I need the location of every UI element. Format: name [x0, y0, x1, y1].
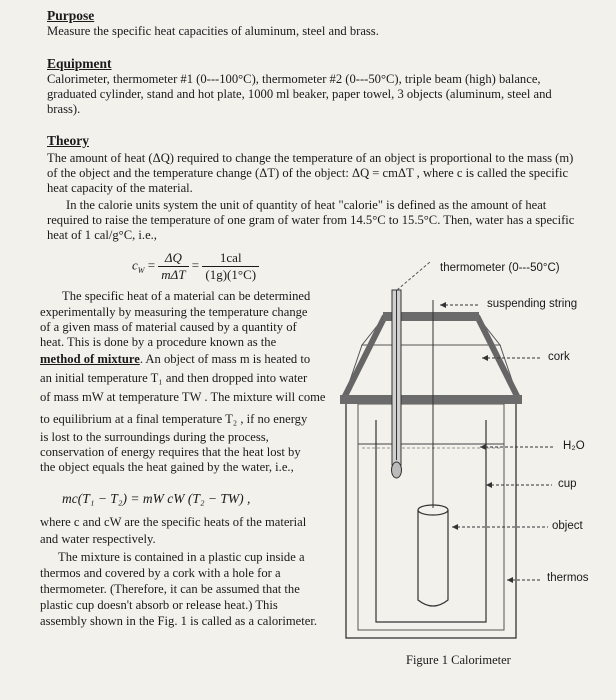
formula-equals-2: =: [191, 257, 200, 273]
formula-equals: =: [147, 257, 156, 273]
cork-arrowhead: [482, 355, 488, 361]
string-arrowhead: [440, 302, 446, 308]
suspending-string-label: suspending string: [487, 298, 578, 310]
theory-p5-line-5: assembly shown in the Fig. 1 is called as a calorimeter.: [40, 614, 318, 628]
purpose-heading: Purpose: [47, 8, 95, 23]
figure-caption: Figure 1 Calorimeter: [406, 653, 511, 667]
method-of-mixture-term: method of mixture: [40, 352, 140, 366]
thermos-arrowhead: [507, 577, 513, 583]
cork-label: cork: [548, 351, 570, 363]
equipment-line-2: graduated cylinder, stand and hot plate, 1000 ml beaker, paper towel, 3 objects (aluminum, steel and: [47, 87, 552, 101]
fraction-2-denominator: (1g)(1°C): [205, 267, 257, 282]
object-cylinder: [418, 510, 448, 606]
theory-p3-line-8: to equilibrium at a final temperature T₂ , if no energy: [40, 412, 308, 426]
thermos-rim: [340, 395, 522, 404]
thermos-outer-wall: [346, 398, 516, 638]
fraction-1-numerator: ΔQ: [158, 250, 188, 267]
theory-p4-line-1: where c and cW are the specific heats of the material: [40, 515, 307, 529]
theory-p3-line-7: of mass mW at temperature TW . The mixture will come: [40, 390, 326, 404]
theory-p5-line-3: thermometer. (Therefore, it can be assumed that the: [40, 582, 300, 596]
theory-p2-line-3: heat of 1 cal/g°C, i.e.,: [47, 228, 157, 242]
theory-p5-line-4: plastic cup doesn't absorb or release heat.) This: [40, 598, 278, 612]
thermos-lid-outline: [344, 345, 518, 398]
theory-p3-line-4: heat. This is done by a procedure known as the: [40, 335, 277, 349]
theory-p3-line-10: conservation of energy requires that the heat lost by: [40, 445, 301, 459]
thermos-label: thermos: [547, 572, 589, 584]
heat-balance-formula: mc(T₁ − T₂) = mW cW (T₂ − TW) ,: [62, 491, 251, 506]
lid-right-slope: [477, 316, 518, 398]
object-arrowhead: [452, 524, 458, 530]
theory-p3-line-5: method of mixture. An object of mass m is heated to: [40, 352, 311, 366]
equipment-line-1: Calorimeter, thermometer #1 (0---100°C), thermometer #2 (0---50°C), triple beam (high) balance,: [47, 72, 541, 86]
theory-p1-line-1: The amount of heat (ΔQ) required to change the temperature of an object is proportional to the mass (m): [47, 151, 574, 165]
thermometer-bulb: [392, 462, 402, 478]
theory-p2-line-2: required to raise the temperature of one gram of water from 14.5°C to 15.5°C. Then, water has a specific: [47, 213, 575, 227]
cup-arrowhead: [486, 482, 492, 488]
purpose-text: Measure the specific heat capacities of aluminum, steel and brass.: [47, 24, 379, 38]
theory-p2-line-1: In the calorie units system the unit of quantity of heat "calorie" is defined as the amount of heat: [66, 198, 547, 212]
equipment-line-3: brass).: [47, 102, 81, 116]
theory-p3-line-1: The specific heat of a material can be determined: [62, 289, 311, 303]
fraction-1-denominator: mΔT: [161, 267, 186, 282]
theory-p5-line-2: thermos and covered by a cork with a hole for a: [40, 566, 281, 580]
theory-p3-line-2: experimentally by measuring the temperature change: [40, 305, 308, 319]
theory-heading: Theory: [47, 133, 89, 148]
theory-p3-line-11: the object equals the heat gained by the water, i.e.,: [40, 460, 294, 474]
lid-left-slope: [344, 316, 385, 398]
formula-lhs: c: [132, 257, 138, 273]
equipment-heading: Equipment: [47, 56, 112, 71]
formula-lhs-subscript: W: [137, 266, 145, 276]
water-arrowhead: [480, 444, 486, 450]
theory-p3-line-9: is lost to the surroundings during the process,: [40, 430, 269, 444]
object-label: object: [552, 520, 583, 532]
theory-p3-line-3: of a given mass of material caused by a quantity of: [40, 320, 297, 334]
water-label: H₂O: [563, 440, 585, 452]
theory-p4-line-2: and water respectively.: [40, 532, 156, 546]
cup-label: cup: [558, 478, 577, 490]
theory-p3-line-6: an initial temperature T₁ and then dropped into water: [40, 371, 308, 385]
theory-p1-line-2: of the object and the temperature change (ΔT) of the object: ΔQ = cmΔT , where c is called the specific: [47, 166, 569, 180]
fraction-2-numerator: 1cal: [202, 250, 259, 267]
theory-p5-line-1: The mixture is contained in a plastic cup inside a: [58, 550, 305, 564]
thermos-inner-wall: [358, 404, 504, 630]
thermometer-top-dashes: [397, 262, 430, 290]
thermometer-label: thermometer (0---50°C): [440, 262, 560, 274]
theory-p1-line-3: heat capacity of the material.: [47, 181, 193, 195]
